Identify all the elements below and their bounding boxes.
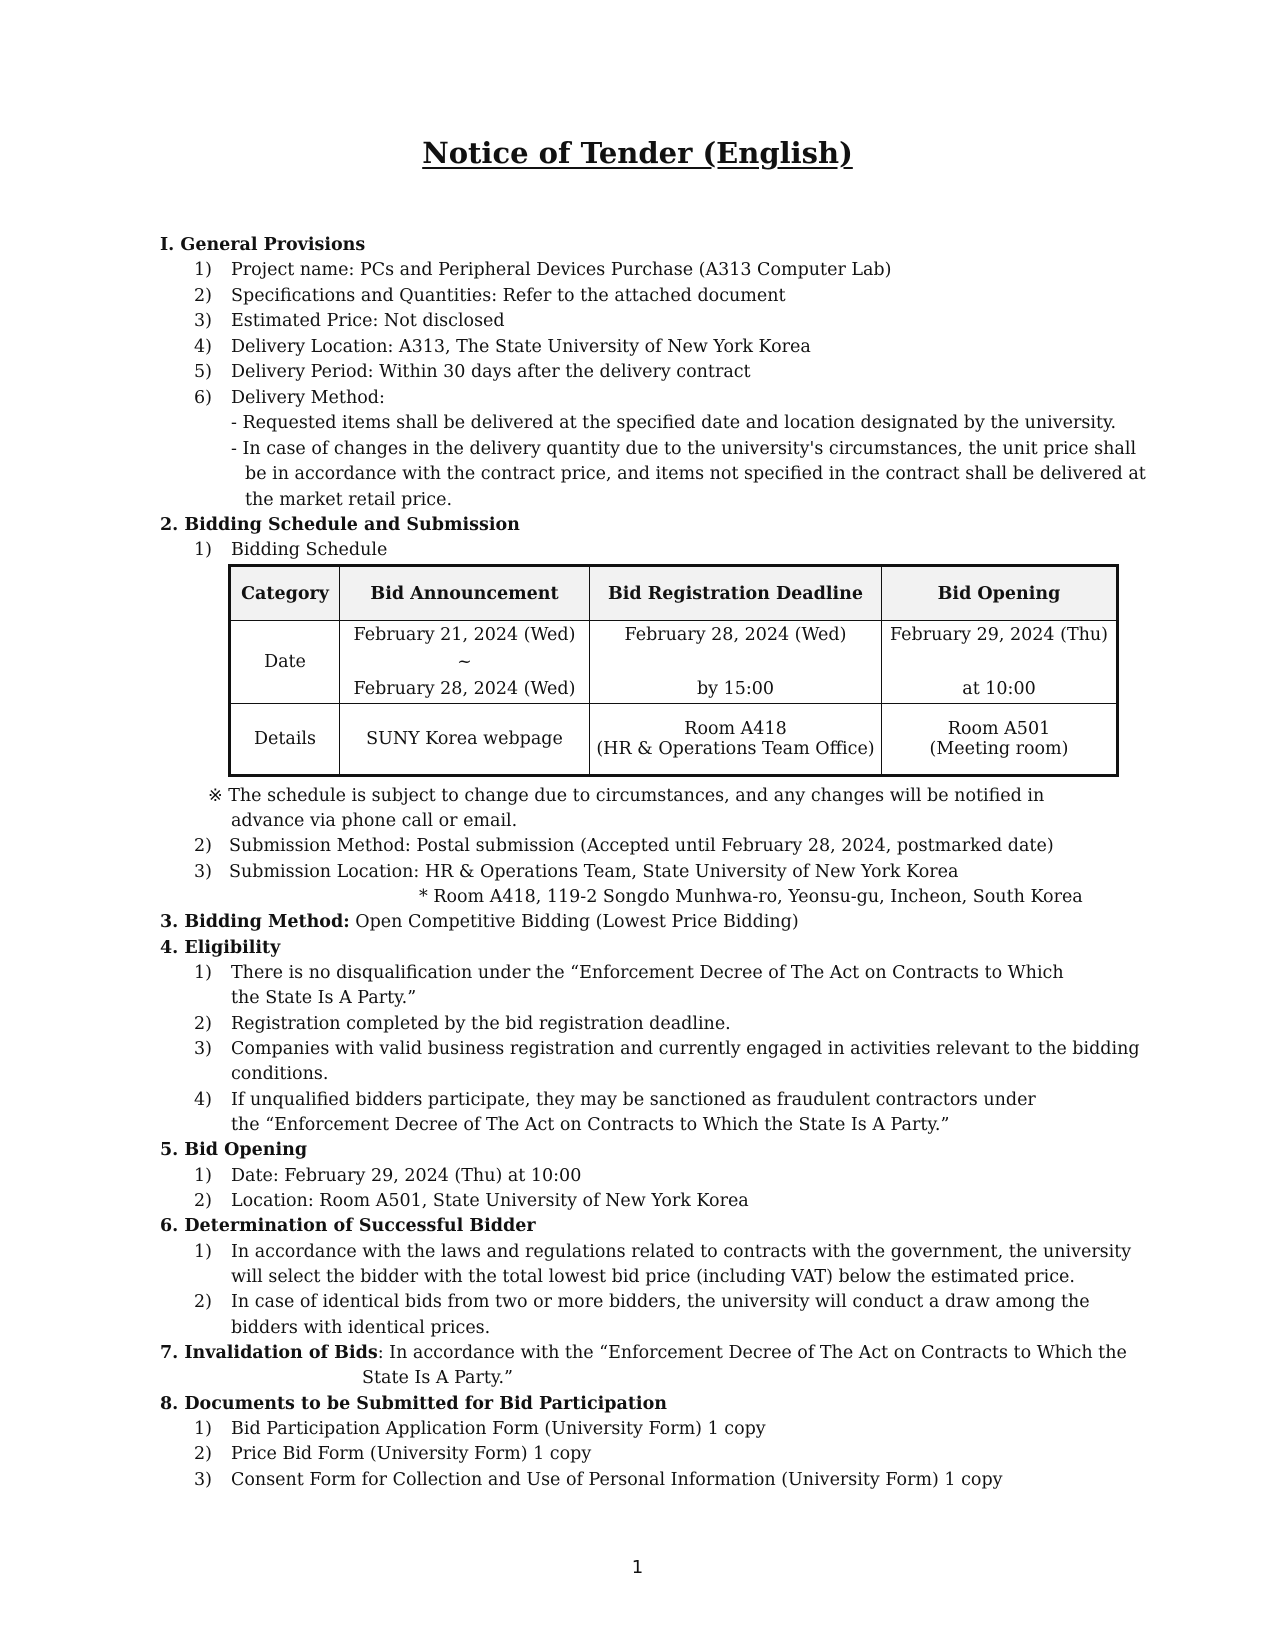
list-item: Specifications and Quantities: Refer to the attached document xyxy=(231,286,786,306)
section-4-heading: 4. Eligibility xyxy=(160,938,281,958)
section-2-heading: 2. Bidding Schedule and Submission xyxy=(160,515,520,535)
list-number: 3) xyxy=(194,1039,212,1059)
list-number: 1) xyxy=(194,1419,212,1439)
cell-line: February 29, 2024 (Thu) xyxy=(890,625,1108,645)
list-number: 2) xyxy=(194,1292,212,1312)
list-item-cont: conditions. xyxy=(231,1064,329,1084)
list-number: 3) xyxy=(194,311,212,331)
list-item-cont: the State Is A Party.” xyxy=(231,988,417,1008)
list-item: There is no disqualification under the “Enforcement Decree of The Act on Contracts to Which xyxy=(231,963,1064,983)
delivery-method-line: - Requested items shall be delivered at the specified date and location designated by the university. xyxy=(231,413,1117,433)
table-header: Bid Announcement xyxy=(340,566,590,621)
list-number: 1) xyxy=(194,540,212,560)
section-7-text: : In accordance with the “Enforcement Decree of The Act on Contracts to Which the xyxy=(377,1343,1127,1363)
list-number: 2) xyxy=(194,286,212,306)
table-header: Bid Registration Deadline xyxy=(590,566,882,621)
list-item-cont: will select the bidder with the total lowest bid price (including VAT) below the estimated price. xyxy=(231,1267,1075,1287)
bidding-schedule-table xyxy=(228,564,1119,777)
page-number: 1 xyxy=(631,1557,644,1578)
table-cell xyxy=(882,621,1118,704)
table-row xyxy=(230,621,1118,704)
list-number: 5) xyxy=(194,362,212,382)
table-cell xyxy=(882,704,1118,776)
table-cell: SUNY Korea webpage xyxy=(340,704,590,776)
table-cell: Date xyxy=(230,621,340,704)
address-line: * Room A418, 119-2 Songdo Munhwa-ro, Yeonsu-gu, Incheon, South Korea xyxy=(419,887,1083,907)
list-number: 4) xyxy=(194,1090,212,1110)
delivery-method-line: be in accordance with the contract price, and items not specified in the contract shall be delivered at xyxy=(245,464,1146,484)
cell-line: February 28, 2024 (Wed) xyxy=(624,625,847,645)
list-number: 3) xyxy=(194,862,212,882)
list-item: Consent Form for Collection and Use of Personal Information (University Form) 1 copy xyxy=(231,1470,1003,1490)
list-item: Date: February 29, 2024 (Thu) at 10:00 xyxy=(231,1166,582,1186)
cell-line: Room A418 xyxy=(684,719,787,739)
table-cell xyxy=(590,704,882,776)
section-1-heading: I. General Provisions xyxy=(160,235,366,255)
list-item: Submission Method: Postal submission (Accepted until February 28, 2024, postmarked date) xyxy=(229,836,1054,856)
list-item: Location: Room A501, State University of New York Korea xyxy=(231,1191,749,1211)
page-title: Notice of Tender (English) xyxy=(422,136,853,170)
list-number: 3) xyxy=(194,1470,212,1490)
list-number: 1) xyxy=(194,963,212,983)
section-3-heading: 3. Bidding Method: xyxy=(160,912,350,932)
table-header: Bid Opening xyxy=(882,566,1118,621)
list-number: 1) xyxy=(194,1242,212,1262)
cell-line: Room A501 xyxy=(947,719,1051,739)
schedule-note: advance via phone call or email. xyxy=(231,811,518,831)
cell-line: (HR & Operations Team Office) xyxy=(596,739,875,759)
list-item: Price Bid Form (University Form) 1 copy xyxy=(231,1444,592,1464)
list-item: Bid Participation Application Form (University Form) 1 copy xyxy=(231,1419,766,1439)
list-number: 1) xyxy=(194,1166,212,1186)
table-cell xyxy=(590,621,882,704)
list-item: If unqualified bidders participate, they may be sanctioned as fraudulent contractors under xyxy=(231,1090,1036,1110)
list-number: 2) xyxy=(194,1191,212,1211)
table-cell: Details xyxy=(230,704,340,776)
list-number: 2) xyxy=(194,836,212,856)
list-number: 2) xyxy=(194,1014,212,1034)
table-header: Category xyxy=(230,566,340,621)
list-item: Delivery Method: xyxy=(231,388,385,408)
list-item: Estimated Price: Not disclosed xyxy=(231,311,505,331)
section-5-heading: 5. Bid Opening xyxy=(160,1140,308,1160)
table-row xyxy=(230,704,1118,776)
section-7 xyxy=(160,1341,1127,1365)
list-item-cont: bidders with identical prices. xyxy=(231,1318,491,1338)
list-item: Registration completed by the bid registration deadline. xyxy=(231,1014,731,1034)
list-item: Submission Location: HR & Operations Team, State University of New York Korea xyxy=(229,862,959,882)
delivery-method-line: the market retail price. xyxy=(245,490,453,510)
list-number: 1) xyxy=(194,260,212,280)
list-number: 4) xyxy=(194,337,212,357)
list-item: Project name: PCs and Peripheral Devices Purchase (A313 Computer Lab) xyxy=(231,260,892,280)
section-3-text: Open Competitive Bidding (Lowest Price Bidding) xyxy=(349,912,799,932)
section-7-heading: 7. Invalidation of Bids xyxy=(160,1343,378,1363)
cell-line: February 28, 2024 (Wed) xyxy=(353,679,576,699)
list-item: In accordance with the laws and regulations related to contracts with the government, the university xyxy=(231,1242,1132,1262)
list-item: Delivery Period: Within 30 days after the delivery contract xyxy=(231,362,751,382)
list-item: Delivery Location: A313, The State University of New York Korea xyxy=(231,337,811,357)
list-item: Bidding Schedule xyxy=(231,540,388,560)
list-number: 6) xyxy=(194,388,212,408)
list-item: Companies with valid business registration and currently engaged in activities relevant to the bidding xyxy=(231,1039,1140,1059)
delivery-method-line: - In case of changes in the delivery quantity due to the university's circumstances, the unit price shall xyxy=(231,439,1137,459)
section-7-text-cont: State Is A Party.” xyxy=(362,1368,513,1388)
cell-line: ~ xyxy=(457,652,472,672)
list-number: 2) xyxy=(194,1444,212,1464)
schedule-note: ※ The schedule is subject to change due to circumstances, and any changes will be notified in xyxy=(208,786,1045,806)
section-8-heading: 8. Documents to be Submitted for Bid Participation xyxy=(160,1394,667,1414)
cell-line: (Meeting room) xyxy=(929,739,1069,759)
table-cell xyxy=(340,621,590,704)
list-item-cont: the “Enforcement Decree of The Act on Contracts to Which the State Is A Party.” xyxy=(231,1115,950,1135)
cell-line: February 21, 2024 (Wed) xyxy=(353,625,576,645)
list-item: In case of identical bids from two or more bidders, the university will conduct a draw among the xyxy=(231,1292,1090,1312)
cell-line: at 10:00 xyxy=(962,679,1036,699)
cell-line: by 15:00 xyxy=(696,679,775,699)
section-6-heading: 6. Determination of Successful Bidder xyxy=(160,1216,536,1236)
section-3 xyxy=(160,910,799,934)
